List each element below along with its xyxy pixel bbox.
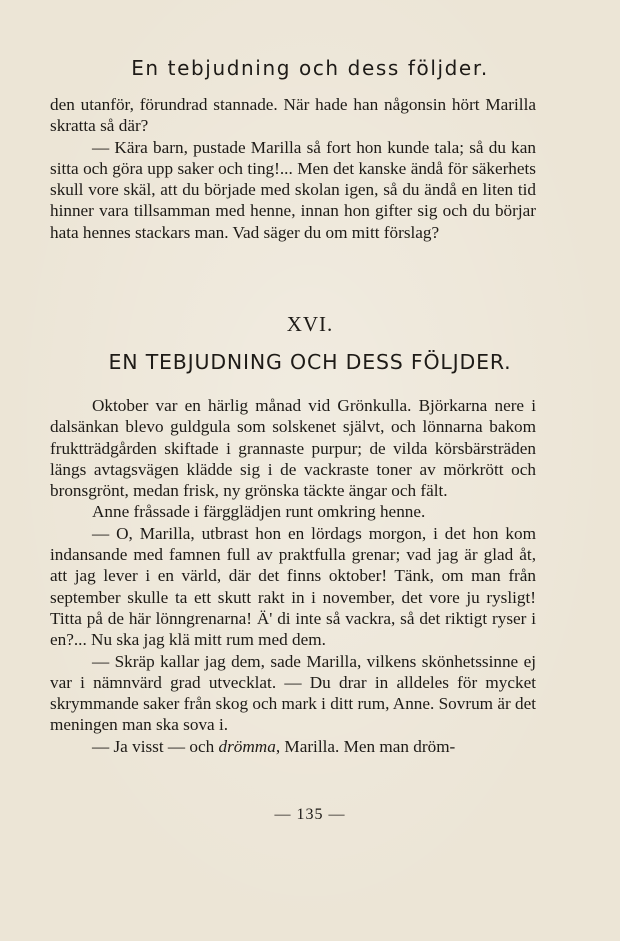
paragraph-text: — Ja visst — och bbox=[92, 736, 219, 756]
paragraph: — O, Marilla, utbrast hon en lördags morgon, i det hon kom indansande med famnen full av praktfulla grenar; vad jag är glad åt, att jag lever i en värld, där det finns oktober! Tänk, om man från september skulle ta ett skutt rakt in i november, det vore ju rysligt! Titta på de här lönngrenarna! Ä' di inte så vackra, så det riktigt ryser i en?... Nu ska jag klä mitt rum med dem. bbox=[50, 523, 536, 650]
paragraph: — Skräp kallar jag dem, sade Marilla, vilkens skönhetssinne ej var i nämnvärd grad utvecklat. — Du drar in alldeles för mycket skrymmande saker från skog och mark i ditt rum, Anne. Sovrum är det meningen man ska sova i. bbox=[50, 651, 536, 735]
chapter-number: XVI. bbox=[286, 312, 334, 336]
running-head: En tebjudning och dess följder. bbox=[131, 56, 489, 80]
paragraph: Oktober var en härlig månad vid Grönkulla. Björkarna nere i dalsänkan blevo guldgula som solskenet självt, och lönnarna bakom fruktträdgården skiftade i grannaste purpur; de vilda körsbärsträden längs avtagsvägen klädde sig i de vackraste toner av mörkrött och bronsgrönt, medan frisk, ny grönska täckte ängar och fält. bbox=[50, 396, 536, 501]
paragraph: Anne fråssade i färgglädjen runt omkring henne. bbox=[92, 502, 426, 522]
chapter-text bbox=[50, 395, 536, 757]
emphasized-word: drömma bbox=[218, 736, 276, 756]
page-number: — 135 — bbox=[274, 806, 346, 823]
chapter-title: EN TEBJUDNING OCH DESS FÖLJDER. bbox=[108, 350, 512, 374]
paragraph-text: , Marilla. Men man dröm- bbox=[275, 736, 456, 756]
paragraph bbox=[50, 736, 536, 757]
paragraph: — Kära barn, pustade Marilla så fort hon kunde tala; så du kan sitta och göra upp saker och ting!... Men det kanske ändå för säkerhets skull vore skäl, att du började med skolan igen, så du ändå en liten tid hinner vara tillsamman med henne, innan hon gifter sig och du börjar hata hennes stackars man. Vad säger du om mitt förslag? bbox=[50, 137, 536, 242]
continued-text bbox=[50, 94, 536, 243]
paragraph: den utanför, förundrad stannade. När hade han någonsin hört Marilla skratta så där? bbox=[50, 95, 536, 136]
